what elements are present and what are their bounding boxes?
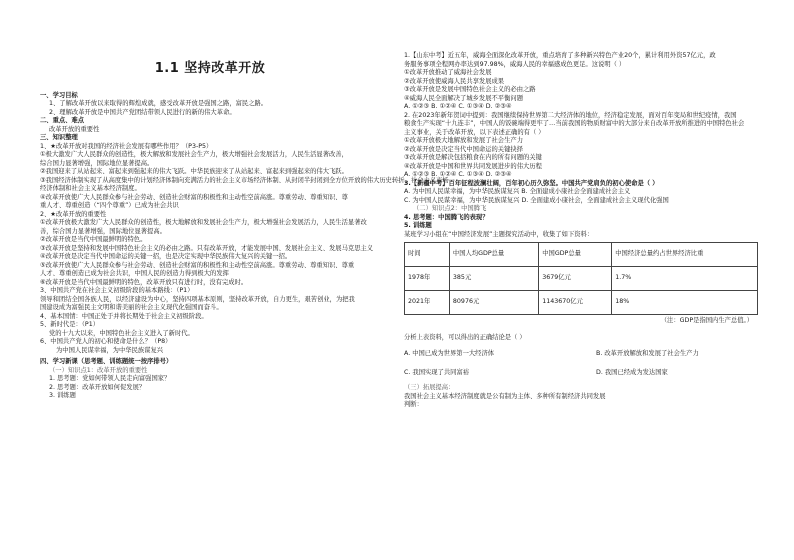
text-line: ④改革开放使广大人民群众参与社会劳动、创造社会财富的积极性和主动性空前高涨。尊重劳动、尊重知识、尊 — [40, 193, 348, 201]
text-line: ①改革开放极大激发广大人民群众的创造性，极大地解放和发展社会生产力，极大增强社会发展活力，人民生活显著改 — [40, 219, 367, 227]
table-cell: 1.7% — [612, 267, 758, 291]
table-header-cell: 中国人均GDP总量 — [449, 243, 538, 267]
extension-line: 判断： — [404, 401, 423, 408]
question-line: ②改革开放使威海人民共享发展成果 — [404, 77, 505, 85]
table-header-row — [405, 243, 758, 267]
text-line: ⑤改革开放使广大人民群众参与社会劳动、创造社会财富的积极性和主动性空前高涨。尊重劳动、尊重知识、尊重 — [40, 261, 355, 269]
text-line: 综合国力显著增强，国际地位显著提高。 — [40, 159, 154, 167]
extension-line: 我国社会主义基本经济制度就是公有制为主体、多种所有制经济共同发展 — [404, 392, 606, 400]
text-line: 国建设成为富强民主文明和谐美丽的社会主义现代化强国而奋斗。 — [40, 304, 223, 312]
text-line: 5、新时代是：（P1） — [40, 321, 100, 329]
question-line: ③改革开放是发展中国特色社会主义的必由之路 — [404, 86, 536, 93]
text-line: 2. 思考题：改革开放如何促发展？ — [49, 383, 146, 391]
table-cell: 18% — [612, 291, 758, 315]
question-line: 某班学习小组在“中国经济发展”主题探究活动中，收集了如下资料： — [404, 230, 594, 238]
table-cell: 1978年 — [405, 267, 450, 291]
question-line: 4. 思考题：中国腾飞的表现？ — [404, 213, 489, 221]
option-b: B. 改革开放解放和发展了社会生产力 — [596, 350, 699, 357]
question-line: 务服务事项全程网办率达到97.98%，威海人民的幸福感成色更足。这说明（ ） — [404, 60, 626, 68]
question-line: ②改革开放是决定当代中国命运的关键抉择 — [404, 145, 523, 153]
question-line: 粮食生产实现“十九连丰”，中国人的饭碗端得更牢了…当前我国的物质财富中的大部分来自改革开放所推进的中国特色社会 — [404, 120, 745, 127]
option-d: D. 我国已经成为发达国家 — [596, 369, 668, 376]
question-line: C. 为中国人民谋幸福，为中华民族谋复兴 D. 全面建成小康社会，全面建成社会主义现代化强国 — [404, 196, 669, 204]
table-cell: 2021年 — [405, 291, 450, 315]
text-line: 1. 思考题：党如何带领人民走向富强国家？ — [49, 375, 171, 383]
text-line: 善，综合国力显著增强，国际地位显著提高。 — [40, 227, 166, 235]
table-header-cell: 中国经济总量约占世界经济比重 — [612, 243, 758, 267]
text-line: 为中国人民谋幸福，为中华民族谋复兴 — [56, 346, 164, 354]
table-row — [405, 267, 758, 291]
text-line: 3、中国共产党在社会主义初级阶段的基本路线：（P1） — [40, 287, 194, 295]
text-line: 2、★改革开放的重要性 — [40, 210, 107, 218]
text-line: 3. 训练题 — [49, 392, 76, 400]
question-line: （二）知识点2：中国腾飞 — [413, 205, 487, 212]
text-line: 1、★改革开放对我国的经济社会发展有哪些作用？（P3-P5） — [40, 142, 213, 150]
text-line: ④改革开放是决定当代中国命运的关键一招，也是决定实现中华民族伟大复兴的关键一招。 — [40, 253, 292, 261]
text-line: 4、基本国情：中国正处于并将长期处于社会主义初级阶段。 — [40, 312, 208, 320]
text-line: 人才、尊重创造已成为社会共识，中国人民的创造力得到极大的发挥 — [40, 270, 229, 278]
question-line: ④威海人民全面解决了城乡发展不平衡问题 — [404, 94, 523, 102]
option-a: A. 中国已成为世界第一大经济体 — [404, 350, 495, 357]
text-line: ⑥改革开放是当代中国最鲜明的特色，改革开放只有进行时，没有完成时。 — [40, 278, 248, 286]
table-note: （注：GDP是指国内生产总值。） — [660, 317, 753, 324]
question-line: ④改革开放是中国和世界共同发展进步的伟大历程 — [404, 162, 542, 170]
table-cell: 80976元 — [449, 291, 538, 315]
extension-section — [404, 384, 759, 410]
question-line: 2. 在2023年新年贺词中提到：我国继续保持世界第二大经济体的地位，经济稳定发展，面对百年变局和世纪疫情，我国 — [404, 111, 737, 119]
text-line: 领导和团结全国各族人民，以经济建设为中心，坚持四项基本原则，坚持改革开放，自力更生，艰苦创业，为把我 — [40, 295, 355, 303]
option-c: C. 我国实现了共同富裕 — [404, 369, 470, 376]
text-line: 一、学习目标 — [40, 91, 78, 99]
text-line: 6、中国共产党人的初心和使命是什么？（P8） — [40, 338, 172, 346]
gdp-table — [404, 242, 758, 315]
question-line: A. ①②③ B. ①②④ C. ①③④ D. ②③④ — [404, 103, 512, 110]
text-line: 二、重点、难点 — [40, 117, 85, 125]
options-row-1 — [404, 350, 759, 359]
text-line: 党的十九大以来，中国特色社会主义进入了新时代。 — [49, 329, 194, 337]
question-line: A. 为中国人民谋幸福，为中华民族谋复兴 B. 全面建成小康社会全面建成社会主义 — [404, 188, 631, 195]
question-line: ①改革开放极大地解放和发展了社会生产力 — [404, 137, 523, 144]
question-line: 3.【新疆中考】百年征程波澜壮阔，百年初心历久弥坚。中国共产党肩负的初心使命是（ ） — [404, 179, 659, 187]
question-line: ③改革开放是解决包括粮食在内的所有问题的关键 — [404, 154, 542, 161]
text-line: 改革开放的重要性 — [49, 125, 100, 133]
question-line: 主义事业，关于改革开放，以下表述正确的有（ ） — [404, 128, 545, 136]
table-row — [405, 291, 758, 315]
table-header-cell: 中国GDP总量 — [539, 243, 612, 267]
options-row-2 — [404, 369, 759, 378]
text-line: ①极大激发广大人民群众的创造性，极大解放和发展社会生产力，极大增强社会发展活力，人民生活显著改善， — [40, 151, 348, 159]
question-line: 1.【山东中考】近五年，威海全面深化改革开放，重点培育了多种新兴特色产业20个，累计利用外资57亿元，政 — [404, 52, 716, 59]
table-cell: 385元 — [449, 267, 538, 291]
text-line: 1、了解改革开放以来取得的辉煌成就，感受改革开放是强国之路，富民之路。 — [49, 100, 268, 108]
question-line: ①改革开放推动了威海社会发展 — [404, 69, 492, 76]
text-line: ②改革开放是当代中国最鲜明的特色。 — [40, 236, 147, 244]
page-title: 1.1 坚持改革开放 — [154, 61, 266, 76]
question-line: 5. 训练题 — [404, 222, 432, 229]
table-header-cell: 时间 — [405, 243, 450, 267]
extension-line: （三）拓展提高： — [404, 384, 455, 391]
analysis-question: 分析上表资料，可以得出的正确结论是（ ） — [404, 333, 526, 341]
text-line: 三、知识整理 — [40, 134, 78, 142]
right-questions — [404, 52, 759, 239]
right-column — [404, 52, 759, 410]
text-line: 四、学习新课（思考题、训练题统一按序排号） — [40, 358, 173, 366]
text-line: 经济体制和社会主义基本经济制度。 — [40, 185, 141, 193]
text-line: 重人才、尊重创造（“四个尊重”）已成为社会共识 — [40, 202, 179, 210]
text-line: 2、理解改革开放是中国共产党团结带领人民进行的新的伟大革命。 — [49, 108, 236, 116]
table-cell: 1143670亿元 — [539, 291, 612, 315]
text-line: ③我国经济体制实现了从高度集中的计划经济体制向充满活力的社会主义市场经济体制、从封闭半封闭到全方位开放的伟大历史转折，社会主义市场 — [40, 176, 449, 184]
question-line: A. ①②③ B. ①②④ C. ①③④ D. ②③④ — [404, 171, 512, 178]
text-line: ③改革开放是坚持和发展中国特色社会主义的必由之路。只有改革开放，才能发展中国、发展社会主义、发展马克思主义 — [40, 244, 374, 252]
text-line: （一）知识点1：改革开放的重要性 — [49, 366, 148, 374]
table-cell: 3679亿元 — [539, 267, 612, 291]
text-line: ②我国迎来了从站起来、富起来到强起来的伟大飞跃。中华民族迎来了从站起来、富起来到强起来的伟大飞跃。 — [40, 168, 348, 176]
